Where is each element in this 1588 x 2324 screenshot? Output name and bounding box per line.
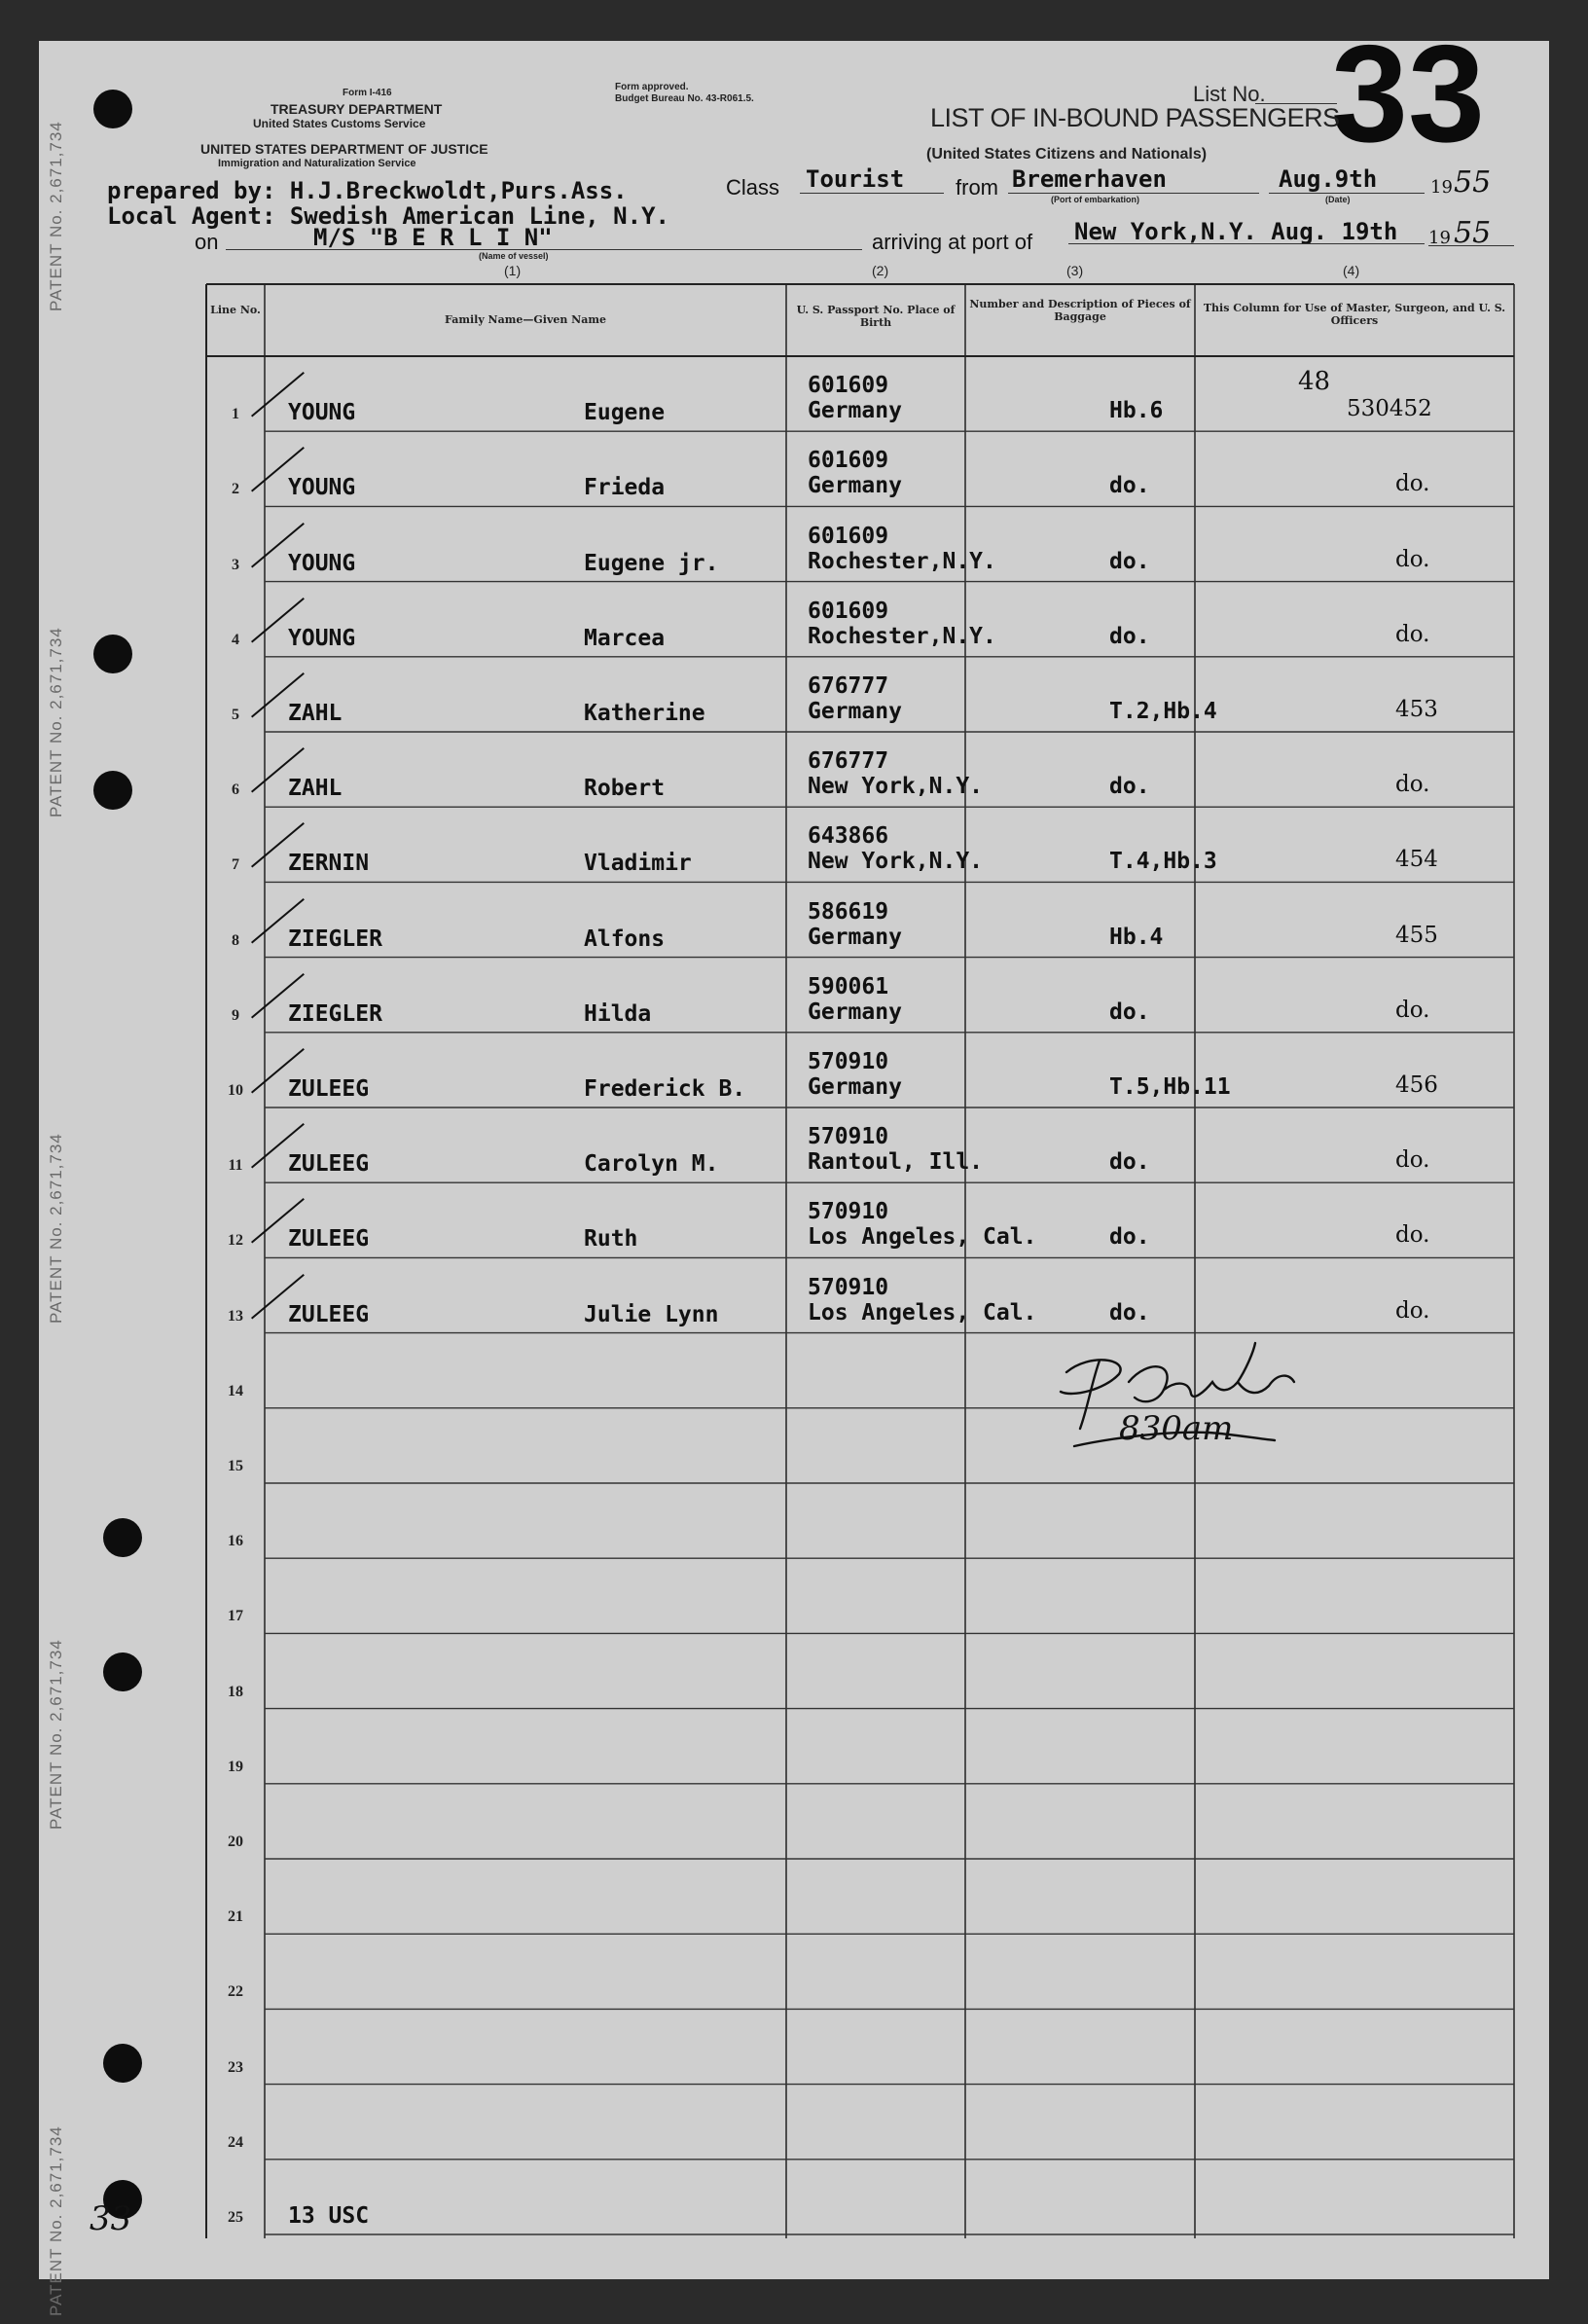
port-embark-label: (Port of embarkation) [1051, 195, 1140, 204]
family-name: ZULEEG [288, 1301, 370, 1327]
col-num-4: (4) [1343, 263, 1360, 278]
officer-entry: do. [1395, 772, 1430, 798]
line-number: 17 [228, 1608, 243, 1625]
budget-bureau: Budget Bureau No. 43-R061.5. [615, 93, 754, 104]
treasury-dept: TREASURY DEPARTMENT [271, 101, 443, 117]
given-name: Carolyn M. [584, 1151, 719, 1178]
baggage: do. [1109, 473, 1150, 499]
line-number: 5 [232, 707, 239, 723]
passport-number: 601609 [808, 598, 889, 624]
passport-number: 601609 [808, 373, 889, 399]
vessel-name-label: (Name of vessel) [479, 251, 549, 261]
given-name: Frederick B. [584, 1076, 746, 1102]
prepared-by: prepared by: H.J.Breckwoldt,Purs.Ass. [107, 177, 628, 204]
col-num-1: (1) [504, 263, 522, 278]
family-name: ZULEEG [288, 1076, 370, 1102]
line-number: 15 [228, 1458, 243, 1474]
family-name: YOUNG [288, 400, 356, 426]
arriving-label: arriving at port of [872, 230, 1033, 254]
list-number: 33 [1331, 17, 1485, 171]
col-header-line-no: Line No. [210, 304, 261, 316]
given-name: Robert [584, 776, 666, 802]
given-name: Hilda [584, 1000, 652, 1027]
place-of-birth: New York,N.Y. [808, 849, 984, 875]
passport-number: 590061 [808, 973, 889, 999]
line-number: 18 [228, 1683, 243, 1700]
line-number: 3 [232, 556, 239, 573]
form-approved: Form approved. [615, 82, 689, 92]
officer-entry: 456 [1395, 1072, 1438, 1098]
family-name: ZAHL [288, 701, 343, 726]
list-no-label: List No. [1193, 82, 1266, 106]
ins-service: Immigration and Naturalization Service [218, 158, 416, 169]
patent-stamp: PATENT No. 2,671,734 [47, 1639, 65, 1830]
place-of-birth: Germany [808, 398, 902, 424]
line-number: 9 [232, 1006, 239, 1024]
place-of-birth: Rantoul, Ill. [808, 1149, 984, 1176]
line-number: 8 [232, 931, 239, 949]
place-of-birth: Germany [808, 473, 902, 499]
line-number: 6 [232, 781, 239, 799]
passport-number: 676777 [808, 673, 889, 699]
given-name: Marcea [584, 625, 666, 651]
baggage: do. [1109, 774, 1150, 800]
patent-stamp: PATENT No. 2,671,734 [47, 2125, 65, 2316]
family-name: YOUNG [288, 625, 356, 651]
passport-number: 586619 [808, 898, 889, 925]
family-name: 13 USC [288, 2203, 370, 2229]
baggage: T.4,Hb.3 [1109, 849, 1217, 875]
line-number: 12 [228, 1232, 243, 1250]
passport-number: 570910 [808, 1124, 889, 1150]
passport-number: 570910 [808, 1049, 889, 1074]
place-of-birth: Los Angeles, Cal. [808, 1224, 1037, 1251]
family-name: ZERNIN [288, 851, 370, 877]
baggage: do. [1109, 1224, 1150, 1251]
officer-entry: do. [1395, 471, 1430, 497]
place-of-birth: New York,N.Y. [808, 774, 984, 800]
given-name: Ruth [584, 1226, 638, 1253]
line-number: 23 [228, 2058, 243, 2076]
line-number: 11 [228, 1157, 243, 1175]
baggage: Hb.6 [1109, 398, 1164, 424]
place-of-birth: Germany [808, 999, 902, 1025]
officer-entry: 530452 [1347, 396, 1432, 422]
passport-number: 601609 [808, 523, 889, 549]
place-of-birth: Germany [808, 1074, 902, 1100]
baggage: Hb.4 [1109, 924, 1164, 950]
list-subtitle: (United States Citizens and Nationals) [926, 146, 1208, 163]
depart-date: Aug.9th [1279, 165, 1378, 193]
place-of-birth: Los Angeles, Cal. [808, 1299, 1037, 1325]
officer-entry: do. [1395, 997, 1430, 1023]
baggage: T.2,Hb.4 [1109, 699, 1217, 724]
class-label: Class [726, 175, 780, 200]
signature-time: 830am [1119, 1409, 1234, 1448]
class-value: Tourist [806, 165, 905, 193]
patent-stamp: PATENT No. 2,671,734 [47, 1133, 65, 1324]
col-num-2: (2) [872, 263, 889, 278]
justice-dept: UNITED STATES DEPARTMENT OF JUSTICE [200, 141, 488, 157]
line-number: 13 [228, 1307, 243, 1325]
col-header-baggage: Number and Description of Pieces of Baggage [969, 298, 1191, 323]
family-name: ZIEGLER [288, 926, 382, 952]
family-name: YOUNG [288, 550, 356, 576]
patent-stamp: PATENT No. 2,671,734 [47, 121, 65, 311]
passport-number: 643866 [808, 823, 889, 850]
margin-list-number: 33 [90, 2199, 132, 2238]
officer-entry: 455 [1395, 922, 1438, 948]
passport-number: 570910 [808, 1274, 889, 1300]
line-number: 21 [228, 1908, 243, 1926]
col-num-3: (3) [1066, 263, 1084, 278]
passport-number: 676777 [808, 748, 889, 775]
place-of-birth: Germany [808, 924, 902, 950]
baggage: do. [1109, 1299, 1150, 1325]
date-label: (Date) [1325, 195, 1351, 204]
line-number: 1 [232, 406, 239, 423]
col-header-passport: U. S. Passport No. Place of Birth [796, 304, 956, 329]
baggage: do. [1109, 1149, 1150, 1176]
given-name: Frieda [584, 475, 666, 501]
line-number: 14 [228, 1382, 243, 1399]
on-label: on [195, 230, 219, 254]
line-number: 20 [228, 1834, 243, 1850]
officer-entry: do. [1395, 1297, 1430, 1324]
family-name: YOUNG [288, 475, 356, 501]
place-of-birth: Rochester,N.Y. [808, 623, 996, 649]
baggage: do. [1109, 999, 1150, 1025]
given-name: Julie Lynn [584, 1301, 719, 1327]
from-port: Bremerhaven [1012, 165, 1167, 193]
depart-year-prefix: 19 [1430, 177, 1453, 198]
col-header-name: Family Name—Given Name [445, 313, 606, 326]
officer-entry: do. [1395, 1147, 1430, 1174]
customs-service: United States Customs Service [253, 117, 426, 130]
officer-entry: do. [1395, 1222, 1430, 1249]
from-label: from [956, 175, 998, 200]
officer-entry: do. [1395, 546, 1430, 572]
baggage: do. [1109, 548, 1150, 574]
patent-stamp: PATENT No. 2,671,734 [47, 627, 65, 817]
officer-note: 48 [1298, 367, 1331, 397]
passport-number: 601609 [808, 448, 889, 474]
officer-entry: do. [1395, 621, 1430, 647]
line-number: 24 [228, 2133, 243, 2151]
line-number: 16 [228, 1533, 243, 1550]
line-number: 7 [232, 856, 239, 874]
given-name: Katherine [584, 701, 705, 726]
given-name: Vladimir [584, 851, 692, 877]
officer-entry: 454 [1395, 847, 1438, 873]
family-name: ZAHL [288, 776, 343, 802]
col-header-officers: This Column for Use of Master, Surgeon, and U. S. Officers [1203, 302, 1506, 327]
baggage: T.5,Hb.11 [1109, 1074, 1231, 1100]
form-number: Form I-416 [343, 88, 392, 98]
line-number: 19 [228, 1758, 243, 1775]
vessel: M/S "B E R L I N" [313, 224, 553, 251]
given-name: Alfons [584, 926, 666, 952]
depart-year: 55 [1454, 165, 1492, 200]
line-number: 25 [228, 2209, 243, 2226]
arrival-year-prefix: 19 [1428, 228, 1451, 248]
local-agent: Local Agent: Swedish American Line, N.Y. [107, 202, 669, 230]
baggage: do. [1109, 623, 1150, 649]
given-name: Eugene [584, 400, 666, 426]
line-number: 2 [232, 481, 239, 498]
line-number: 4 [232, 631, 239, 648]
place-of-birth: Rochester,N.Y. [808, 548, 996, 574]
arrival: New York,N.Y. Aug. 19th [1074, 218, 1398, 245]
arrival-year: 55 [1454, 216, 1492, 250]
officer-entry: 453 [1395, 697, 1438, 722]
given-name: Eugene jr. [584, 550, 719, 576]
family-name: ZIEGLER [288, 1000, 382, 1027]
family-name: ZULEEG [288, 1226, 370, 1253]
line-number: 22 [228, 1983, 243, 2001]
passport-number: 570910 [808, 1199, 889, 1225]
place-of-birth: Germany [808, 699, 902, 724]
list-title: LIST OF IN-BOUND PASSENGERS [930, 103, 1340, 132]
family-name: ZULEEG [288, 1151, 370, 1178]
line-number: 10 [228, 1082, 243, 1099]
